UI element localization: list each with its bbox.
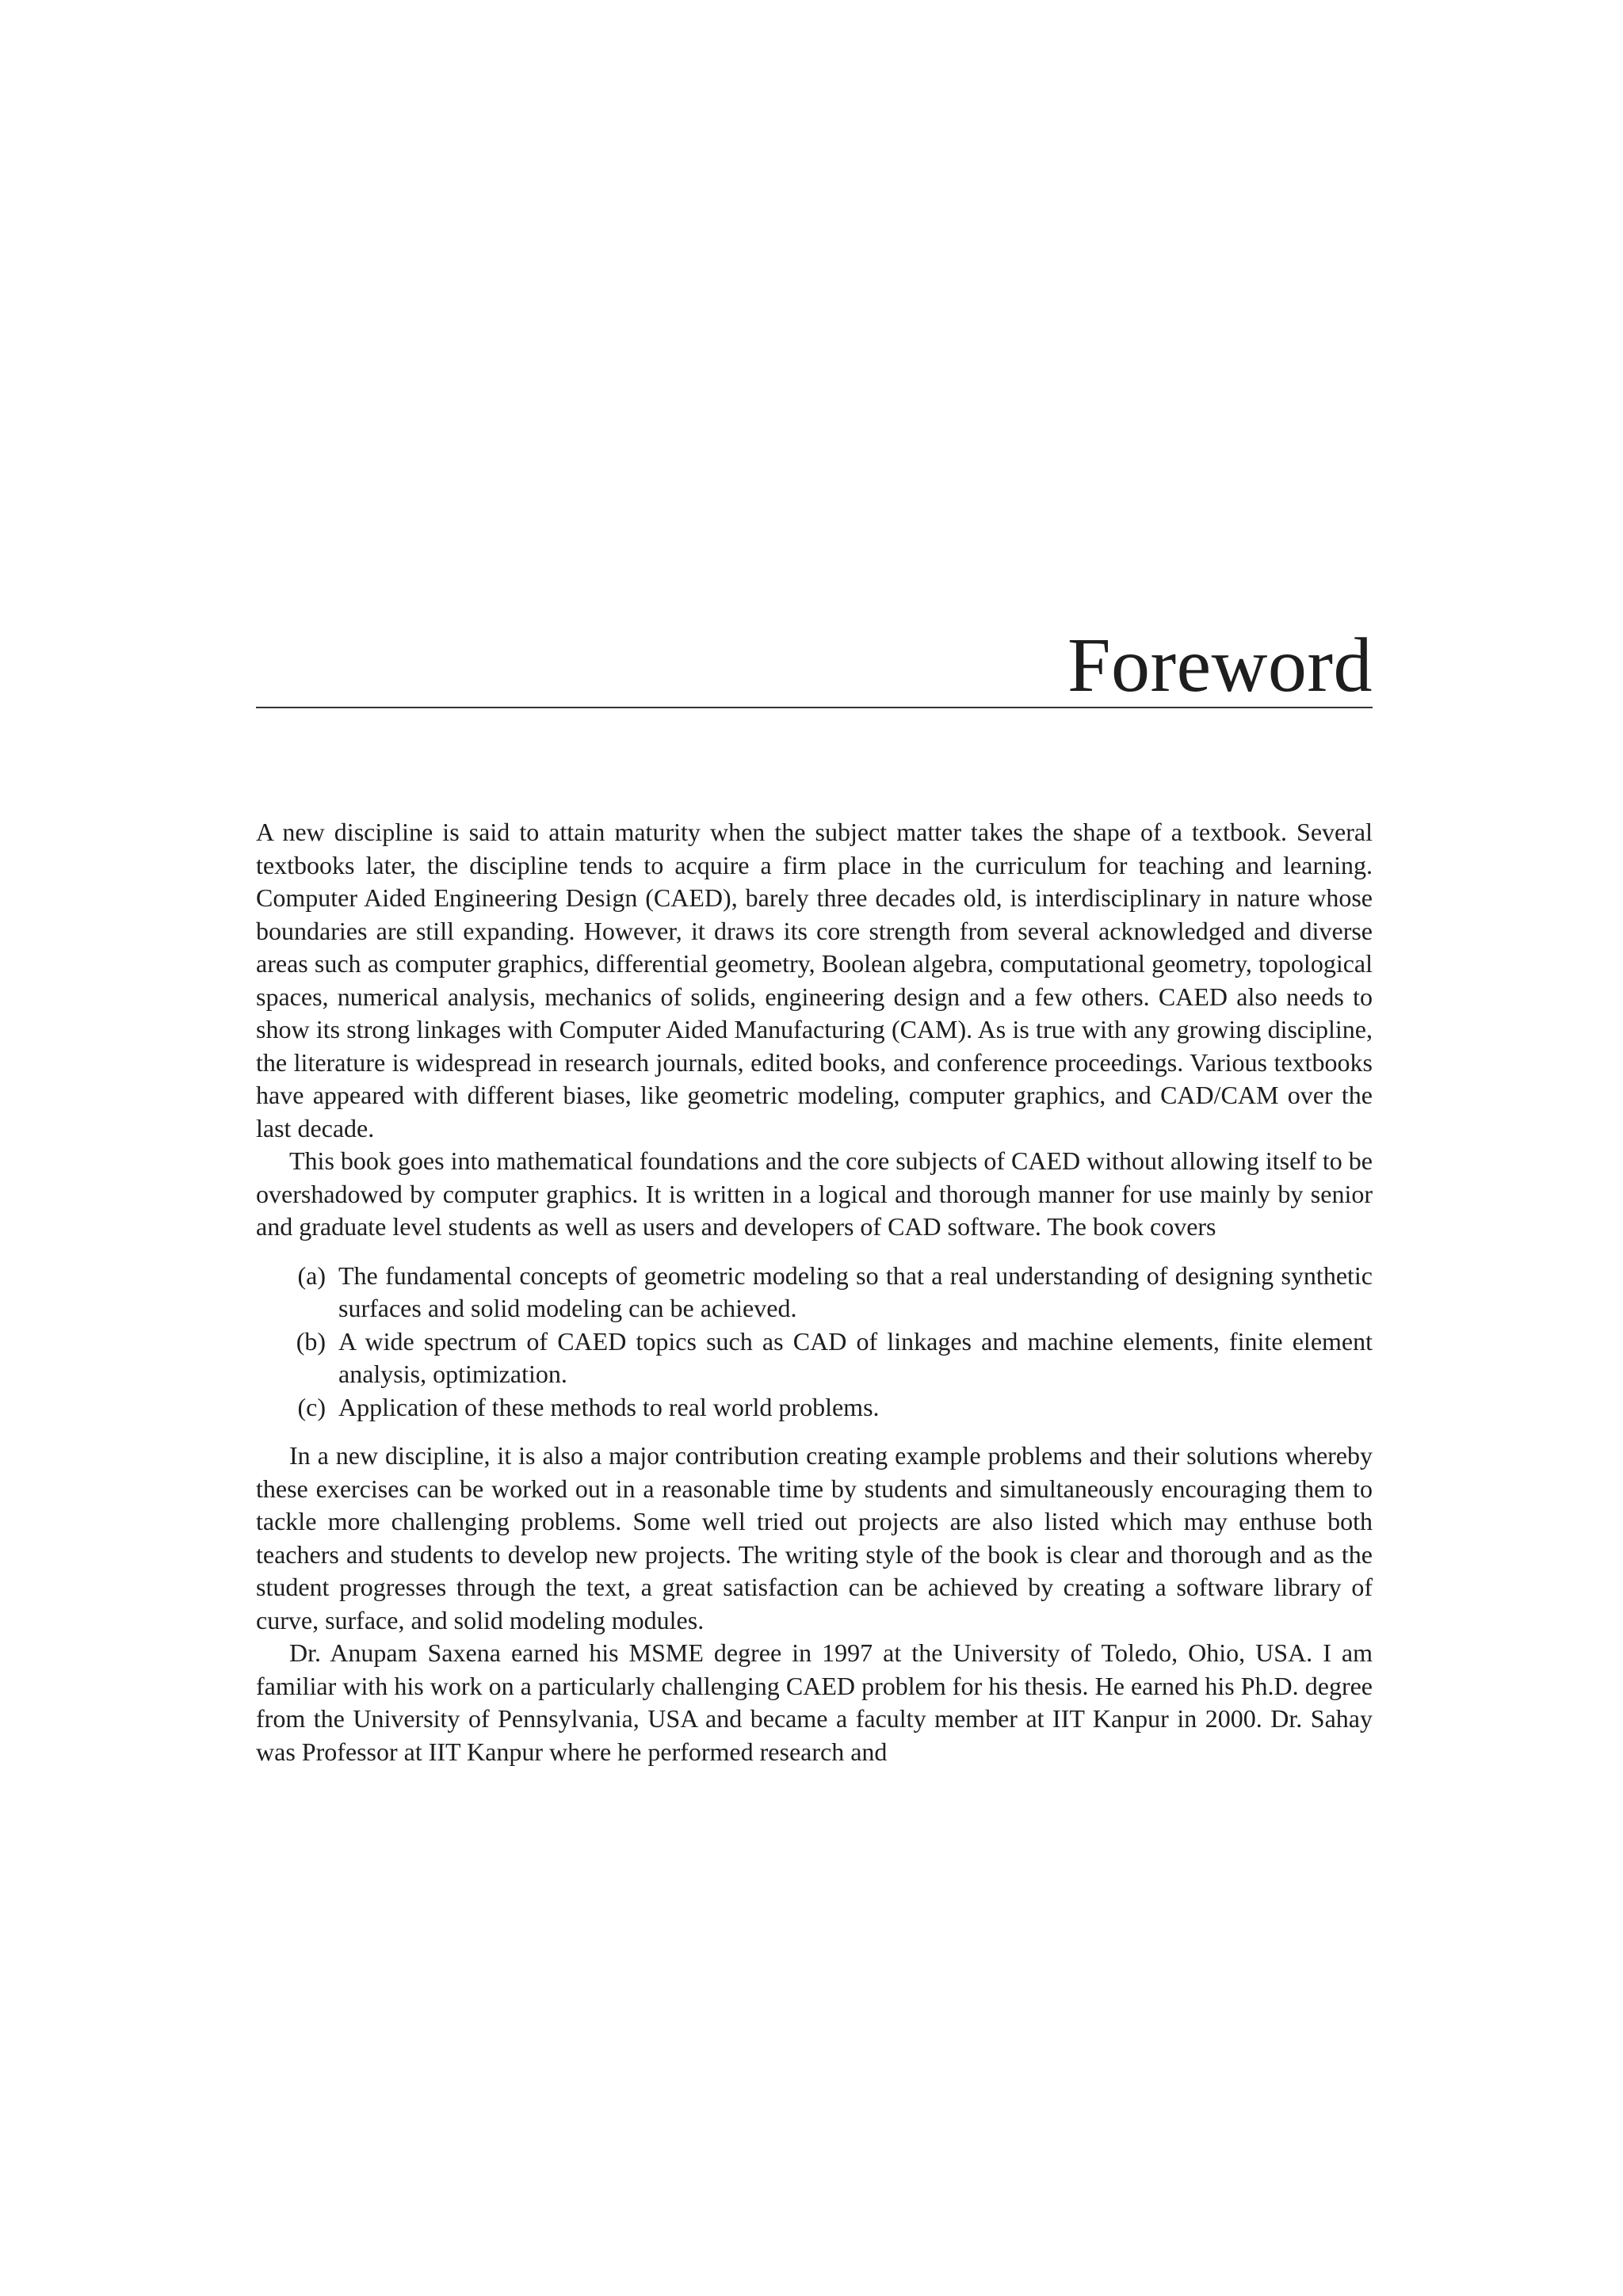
document-page bbox=[256, 0, 1373, 2296]
paragraph-book-scope: This book goes into mathematical foundations and the core subjects of CAED without allowing itself to be overshadowed by computer graphics. It is written in a logical and thorough manner for use mainly by senior and graduate level students as well as users and developers of CAD software. The book covers bbox=[256, 1146, 1373, 1241]
chapter-heading: Foreword bbox=[1067, 623, 1373, 708]
list-item bbox=[256, 1391, 1373, 1425]
list-item bbox=[256, 1325, 1373, 1391]
list-item bbox=[256, 1260, 1373, 1325]
foreword-body bbox=[256, 816, 1373, 1768]
list-item-text: Application of these methods to real world problems. bbox=[338, 1392, 880, 1421]
heading-rule bbox=[256, 707, 1373, 708]
coverage-list bbox=[256, 1260, 1373, 1425]
list-item-text: The fundamental concepts of geometric modeling so that a real understanding of designing synthetic surfaces and solid modeling can be achieved. bbox=[338, 1261, 1373, 1322]
list-marker: (a) bbox=[297, 1261, 326, 1290]
list-item-text: A wide spectrum of CAED topics such as CAD of linkages and machine elements, finite element analysis, optimization. bbox=[338, 1326, 1373, 1388]
list-marker: (b) bbox=[296, 1326, 326, 1356]
paragraph-exercises: In a new discipline, it is also a major contribution creating example problems and their solutions whereby these exercises can be worked out in a reasonable time by students and simultaneously encouraging them to tackle more challenging problems. Some well tried out projects are also listed which may enthuse both teachers and students to develop new projects. The writing style of the book is clear and thorough and as the student progresses through the text, a great satisfaction can be achieved by creating a software library of curve, surface, and solid modeling modules. bbox=[256, 1441, 1373, 1634]
paragraph-authors: Dr. Anupam Saxena earned his MSME degree in 1997 at the University of Toledo, Ohio, USA. I am familiar with his work on a particularly challenging CAED problem for his thesis. He earned his Ph.D. degree from the University of Pennsylvania, USA and became a faculty member at IIT Kanpur in 2000. Dr. Sahay was Professor at IIT Kanpur where he performed research and bbox=[256, 1638, 1373, 1766]
paragraph-intro: A new discipline is said to attain maturity when the subject matter takes the shape of a textbook. Several textbooks later, the discipline tends to acquire a firm place in the curriculum for teaching and learning. Computer Aided Engineering Design (CAED), barely three decades old, is interdisciplinary in nature whose boundaries are still expanding. However, it draws its core strength from several acknowledged and diverse areas such as computer graphics, differential geometry, Boolean algebra, computational geometry, topological spaces, numerical analysis, mechanics of solids, engineering design and a few others. CAED also needs to show its strong linkages with Computer Aided Manufacturing (CAM). As is true with any growing discipline, the literature is widespread in research journals, edited books, and conference proceedings. Various textbooks have appeared with different biases, like geometric modeling, computer graphics, and CAD/CAM over the last decade. bbox=[256, 818, 1373, 1142]
list-marker: (c) bbox=[297, 1392, 326, 1421]
